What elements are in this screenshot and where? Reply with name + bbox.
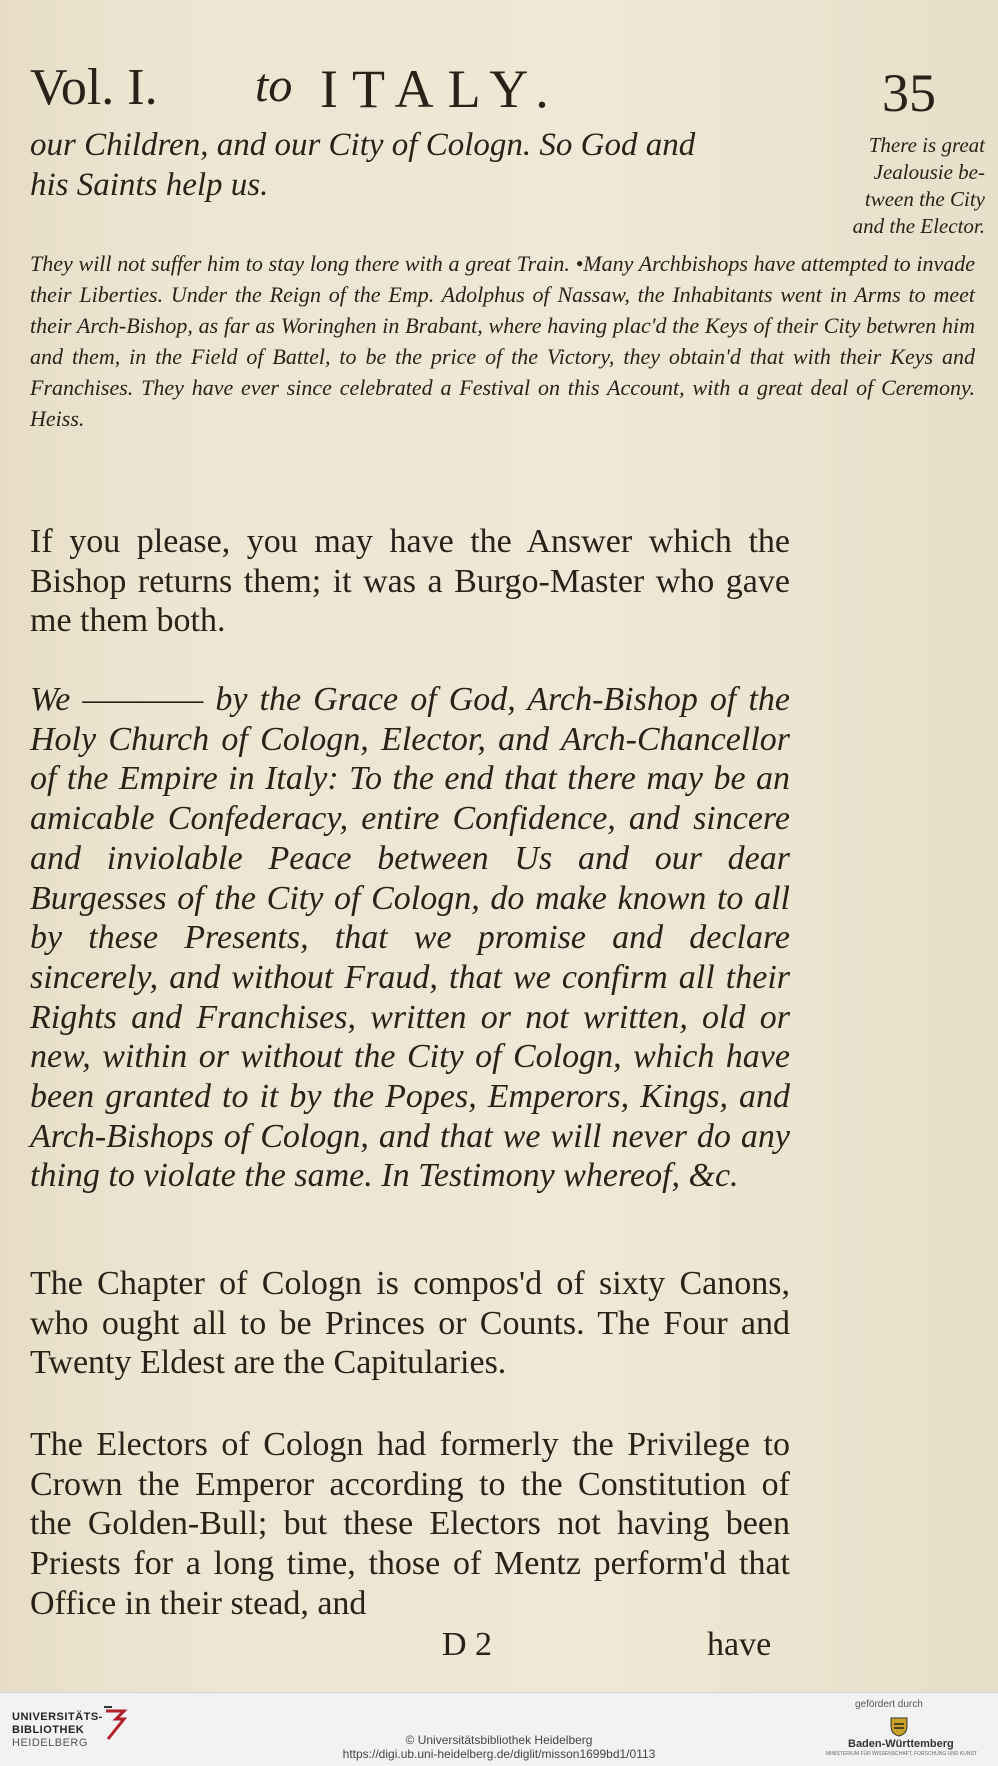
university-logo[interactable]: UNIVERSITÄTS- BIBLIOTHEK HEIDELBERG [12,1711,103,1749]
catchword: have [707,1626,772,1663]
header-volume: Vol. I. [30,59,158,116]
header-to: to [255,59,293,112]
text-line: our Children, and our City of Cologn. So God and [30,127,696,163]
paragraph-answer: If you please, you may have the Answer which the Bishop returns them; it was a Burgo-Master who gave me them both. [30,523,790,640]
margin-note: There is great Jealousie be- tween the City and the Elector. [852,133,985,238]
funded-by-label: gefördert durch [855,1699,923,1710]
running-header [30,58,960,128]
continued-text [30,125,790,205]
viewer-footer [0,1692,998,1766]
signature-mark: D 2 [442,1626,493,1663]
sponsor-name: Baden-Württemberg [848,1738,954,1750]
copyright-text: © Universitätsbibliothek Heidelberg [405,1733,593,1747]
paragraph-electors: The Electors of Cologn had formerly the Privilege to Crown the Emperor according to the Constitution of the Golden-Bull; but these Electors not having been Priests for a long time, those of Mentz perform'd that Office in their stead, and [30,1426,790,1622]
source-url[interactable]: https://digi.ub.uni-heidelberg.de/diglit/misson1699bd1/0113 [342,1747,656,1761]
text-line: his Saints help us. [30,167,269,203]
paragraph-charter: We ———— by the Grace of God, Arch-Bishop of the Holy Church of Cologn, Elector, and Arch-Chancellor of the Empire in Italy: To the end that there may be an amicable Confederacy, entire Confidence, and sincere and inviolable Peace between Us and our dear Burgesses of the City of Cologn, do make known to all by these Presents, that we promise and declare sincerely, and without Fraud, that we confirm all their Rights and Franchises, written or not written, old or new, within or without the City of Cologn, which have been granted to it by the Popes, Emperors, Kings, and Arch-Bishops of Cologn, and that we will never do any thing to violate the same. In Testimony whereof, &c. [30,681,790,1195]
paragraph-chapter: The Chapter of Cologn is compos'd of sixty Canons, who ought all to be Princes or Counts. The Four and Twenty Eldest are the Capitularies. [30,1265,790,1382]
sponsor-subtitle: MINISTERIUM FÜR WISSENSCHAFT, FORSCHUNG UND KUNST [826,1751,977,1757]
header-italy: ITALY. [320,59,563,119]
page-number: 35 [882,63,936,123]
footnote-paragraph: They will not suffer him to stay long there with a great Train. •Many Archbishops have attempted to invade their Liberties. Under the Reign of the Emp. Adolphus of Nassaw, the Inhabitants went in Arms to meet their Arch-Bishop, as far as Woringhen in Brabant, where having plac'd the Keys of their City betwren him and them, in the Field of Battel, to be the price of the Victory, they obtain'd that with their Keys and Franchises. They have ever since celebrated a Festival on this Account, with a great deal of Ceremony. Heiss. [30,251,975,431]
